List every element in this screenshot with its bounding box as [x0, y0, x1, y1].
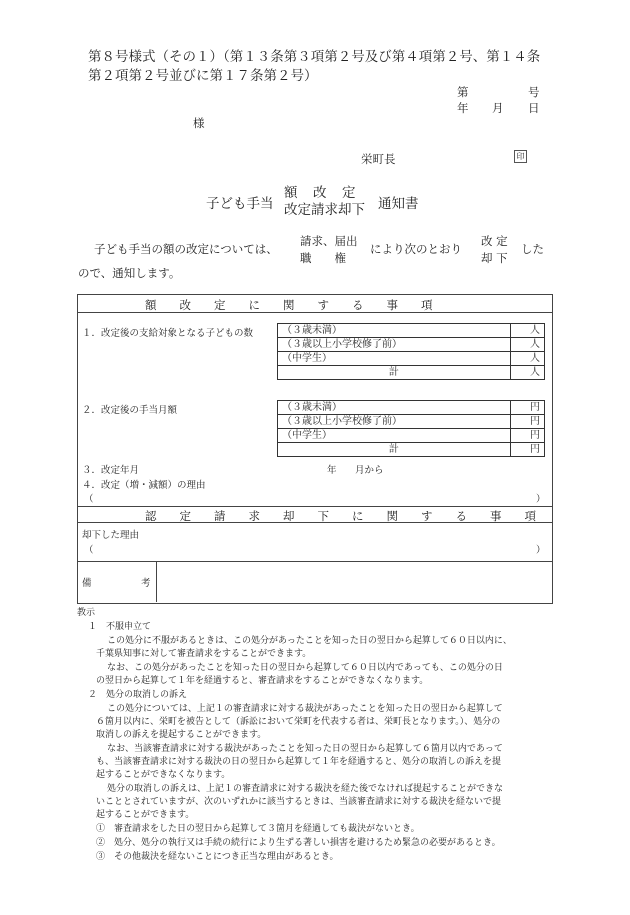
- table-row: [278, 366, 545, 380]
- note-1-paragraph-1-cont: 千葉県知事に対して審査請求をすることができます。: [96, 649, 312, 659]
- children-count-table: [277, 323, 545, 380]
- note-1-paragraph-2: なお、この処分があったことを知った日の翌日から起算して６０日以内であっても、この処分の日: [107, 663, 503, 673]
- item-3-label: ３．改定年月: [82, 465, 140, 476]
- reject-paren-close: ）: [536, 545, 546, 556]
- note-1-paragraph-1: この処分に不服があるときは、この処分があったことを知った日の翌日から起算して６０日以内に、: [107, 636, 512, 646]
- item-2-label: ２．改定後の手当月額: [82, 405, 178, 416]
- date-month: 月: [492, 101, 504, 115]
- total-label: 計: [278, 366, 511, 380]
- divider: [156, 561, 157, 602]
- table-row: [278, 352, 545, 366]
- note-2-paragraph-2: なお、当該審査請求に対する裁決があったことを知った日の翌日から起算して６箇月以内であって: [107, 744, 503, 754]
- table-row: [278, 324, 545, 338]
- row-label: （３歳未満）: [278, 324, 511, 338]
- row-label: （３歳以上小学校修了前）: [278, 415, 511, 429]
- item-3-year: 年: [327, 465, 337, 476]
- note-2-paragraph-1-cont: ６箇月以内に、栄町を被告として（訴訟において栄町を代表する者は、栄町長となります。）、処分の: [96, 717, 501, 727]
- item-4-label: ４．改定（増・減額）の理由: [82, 480, 206, 491]
- total-label: 計: [278, 443, 511, 457]
- item-3-month: 月から: [355, 465, 384, 476]
- doc-number-suffix: 号: [528, 85, 540, 99]
- row-label: （中学生）: [278, 429, 511, 443]
- intro-part-2: により次のとおり: [370, 242, 462, 256]
- title-prefix: 子ども手当: [206, 196, 274, 212]
- section-reject-header: 認 定 請 求 却 下 に 関 す る 事 項: [145, 509, 536, 523]
- reason-paren-close: ）: [536, 494, 546, 505]
- row-unit: 人: [510, 324, 544, 338]
- reject-paren-open: （: [84, 545, 94, 556]
- intro-line-2: ので、通知します。: [78, 266, 181, 280]
- note-2-paragraph-1: この処分については、上記１の審査請求に対する裁決があったことを知った日の翌日から起算して: [107, 704, 503, 714]
- table-row: [278, 401, 545, 415]
- date-year: 年: [457, 101, 469, 115]
- intro-option-authority: 職 権: [300, 251, 346, 265]
- row-unit: 人: [510, 352, 544, 366]
- note-1-title: １ 不服申立て: [88, 622, 152, 632]
- section-amend-header: 額 改 定 に 関 す る 事 項: [145, 298, 433, 312]
- monthly-amount-table: [277, 400, 545, 457]
- row-unit: 円: [510, 415, 544, 429]
- remarks-label-right: 考: [141, 578, 151, 589]
- date-day: 日: [528, 101, 540, 115]
- remarks-label-left: 備: [82, 578, 92, 589]
- divider: [77, 506, 552, 507]
- note-2-paragraph-2-cont: も、当該審査請求に対する裁決の日の翌日から起算して１年を経過すると、処分の取消しの訴えを提: [96, 757, 502, 767]
- notes-title: 教示: [77, 608, 96, 618]
- intro-part-1: 子ども手当の額の改定については、: [94, 242, 278, 256]
- note-2-paragraph-3: 処分の取消しの訴えは、上記１の審査請求に対する裁決を経た後でなければ提起することができな: [107, 784, 504, 794]
- note-2-paragraph-1-cont-2: 取消しの訴えを提起することができます。: [96, 730, 267, 740]
- total-unit: 人: [510, 366, 544, 380]
- condition-1: ① 審査請求をした日の翌日から起算して３箇月を経過しても裁決がないとき。: [96, 824, 420, 834]
- note-2-paragraph-2-cont-2: 起することができなくなります。: [96, 770, 231, 780]
- title-option-amend: 額 改 定: [284, 185, 357, 201]
- intro-part-3: した: [521, 242, 544, 256]
- row-label: （３歳未満）: [278, 401, 511, 415]
- note-1-paragraph-2-cont: の翌日から起算して１年を経過すると、審査請求をすることができなくなります。: [96, 676, 429, 686]
- condition-2: ② 処分、処分の執行又は手続の続行により生ずる著しい損害を避けるため緊急の必要があるとき。: [96, 838, 501, 848]
- issuer-name: 栄町長: [361, 152, 396, 166]
- row-unit: 人: [510, 338, 544, 352]
- reject-reason-label: 却下した理由: [82, 530, 140, 541]
- note-2-paragraph-3-cont: いこととされていますが、次のいずれかに該当するときは、当該審査請求に対する裁決を経ないで提: [96, 797, 502, 807]
- title-suffix: 通知書: [378, 196, 419, 212]
- table-row: [278, 429, 545, 443]
- note-2-paragraph-3-cont-2: 起することができます。: [96, 810, 195, 820]
- doc-number-prefix: 第: [457, 85, 469, 99]
- total-unit: 円: [510, 443, 544, 457]
- condition-3: ③ その他裁決を経ないことにつき正当な理由があるとき。: [96, 852, 339, 862]
- row-unit: 円: [510, 429, 544, 443]
- title-option-reject: 改定請求却下: [284, 202, 365, 218]
- intro-option-reject: 却 下: [481, 251, 508, 265]
- divider: [77, 561, 552, 562]
- table-row: [278, 415, 545, 429]
- reason-paren-open: （: [84, 494, 94, 505]
- seal-icon: 印: [514, 150, 527, 163]
- table-row: [278, 338, 545, 352]
- table-row: [278, 443, 545, 457]
- row-unit: 円: [510, 401, 544, 415]
- intro-option-request: 請求、届出: [300, 234, 358, 248]
- form-number-line-1: 第８号様式（その１）（第１３条第３項第２号及び第４項第２号、第１４条: [88, 49, 541, 65]
- note-2-title: ２ 処分の取消しの訴え: [88, 690, 188, 700]
- addressee-suffix: 様: [193, 116, 205, 130]
- intro-option-amend: 改 定: [481, 234, 508, 248]
- row-label: （中学生）: [278, 352, 511, 366]
- row-label: （３歳以上小学校修了前）: [278, 338, 511, 352]
- form-number-line-2: 第２項第２号並びに第１７条第２号）: [88, 68, 318, 84]
- item-1-label: １．改定後の支給対象となる子どもの数: [82, 328, 254, 339]
